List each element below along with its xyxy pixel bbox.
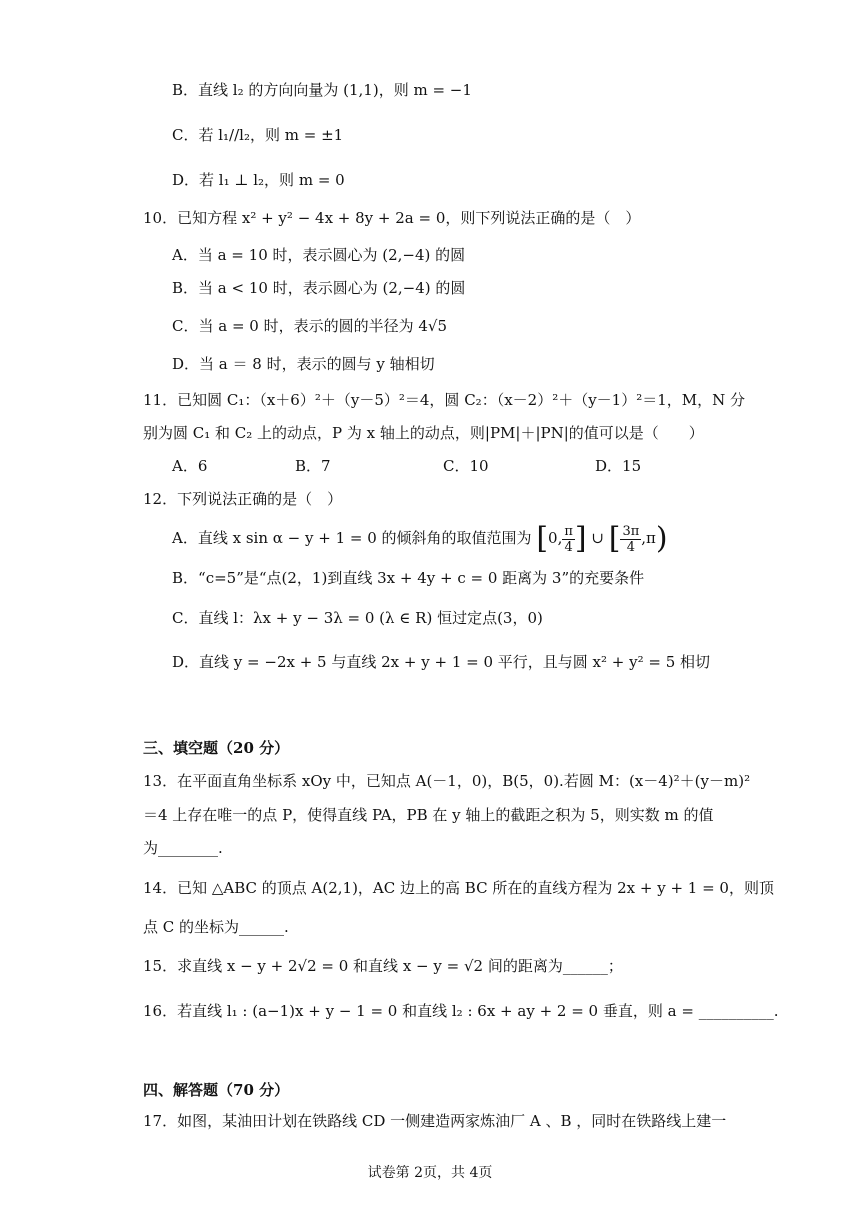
- q9-option-c: C．若 l₁//l₂，则 m = ±1: [172, 126, 344, 144]
- fraction-numerator: 3π: [622, 523, 640, 539]
- q12-stem: 12．下列说法正确的是（ ）: [143, 490, 343, 508]
- q13-line1: 13．在平面直角坐标系 xOy 中，已知点 A(－1，0)，B(5，0).若圆 M：(x－4)²＋(y－m)²: [143, 772, 751, 790]
- q11-option-d: D．15: [595, 457, 642, 475]
- q13-line3: 为________.: [143, 839, 223, 857]
- right-bracket: ]: [574, 521, 587, 556]
- q14-line2: 点 C 的坐标为______.: [143, 918, 289, 936]
- q15: 15．求直线 x − y + 2√2 = 0 和直线 x − y = √2 间的距离为______；: [143, 957, 623, 975]
- fraction-denominator: 4: [626, 539, 635, 555]
- page-footer: 试卷第 2页，共 4页: [367, 1165, 493, 1181]
- left-bracket: [: [536, 521, 549, 556]
- q10-option-d: D．当 a ＝ 8 时，表示的圆与 y 轴相切: [172, 355, 435, 373]
- fraction-pi-over-4: [562, 524, 575, 555]
- q14-line1: 14．已知 △ABC 的顶点 A(2,1)，AC 边上的高 BC 所在的直线方程为 2x + y + 1 = 0，则顶: [143, 879, 774, 897]
- q9-option-b: B．直线 l₂ 的方向向量为 (1,1)，则 m = −1: [172, 81, 472, 99]
- q11-option-c: C．10: [443, 457, 489, 475]
- q17-line1: 17．如图，某油田计划在铁路线 CD 一侧建造两家炼油厂 A 、B ，同时在铁路线上建一: [143, 1112, 727, 1130]
- left-bracket: [: [608, 521, 621, 556]
- q12-option-c: C．直线 l：λx + y − 3λ = 0 (λ ∈ R) 恒过定点(3，0): [172, 609, 543, 627]
- fraction-3pi-over-4: [620, 524, 641, 555]
- q10-option-b: B．当 a < 10 时，表示圆心为 (2,−4) 的圆: [172, 279, 466, 297]
- q13-line2: ＝4 上存在唯一的点 P，使得直线 PA，PB 在 y 轴上的截距之积为 5，则实数 m 的值: [143, 806, 714, 824]
- q10-stem: 10．已知方程 x² + y² − 4x + 8y + 2a = 0，则下列说法正确的是（ ）: [143, 209, 641, 227]
- right-paren: ): [655, 521, 668, 556]
- section-3-heading: 三、填空题（20 分）: [143, 739, 290, 757]
- q12-option-d: D．直线 y = −2x + 5 与直线 2x + y + 1 = 0 平行，且与圆 x² + y² = 5 相切: [172, 653, 711, 671]
- fraction-denominator: 4: [564, 539, 573, 555]
- section-4-heading: 四、解答题（70 分）: [143, 1081, 290, 1099]
- q10-option-c: C．当 a = 0 时，表示的圆的半径为 4√5: [172, 317, 448, 335]
- q12-option-a-text: A．直线 x sin α − y + 1 = 0 的倾斜角的取值范围为: [172, 529, 532, 547]
- q12-option-a: A．直线 x sin α − y + 1 = 0 的倾斜角的取值范围为 [0, $\frac{\pi}{4}$ ] ∪ [ $\frac{3\pi}{4}$ ,π): [172, 521, 668, 556]
- q10-option-a: A．当 a = 10 时，表示圆心为 (2,−4) 的圆: [172, 246, 466, 264]
- q12-option-b: B．“c=5”是“点(2，1)到直线 3x + 4y + c = 0 距离为 3”的充要条件: [172, 569, 645, 587]
- q11-stem-line1: 11．已知圆 C₁：（x＋6）²＋（y－5）²＝4，圆 C₂：（x－2）²＋（y－1）²＝1，M，N 分: [143, 391, 746, 409]
- q11-option-b: B．7: [295, 457, 331, 475]
- q11-stem-line2: 别为圆 C₁ 和 C₂ 上的动点，P 为 x 轴上的动点，则|PM|＋|PN|的值可以是（ ）: [143, 424, 704, 442]
- q11-option-a: A．6: [172, 457, 208, 475]
- q9-option-d: D．若 l₁ ⊥ l₂，则 m = 0: [172, 171, 345, 189]
- q16: 16．若直线 l₁ : (a−1)x + y − 1 = 0 和直线 l₂ : 6x + ay + 2 = 0 垂直，则 a = __________.: [143, 1002, 779, 1020]
- fraction-numerator: π: [564, 523, 573, 539]
